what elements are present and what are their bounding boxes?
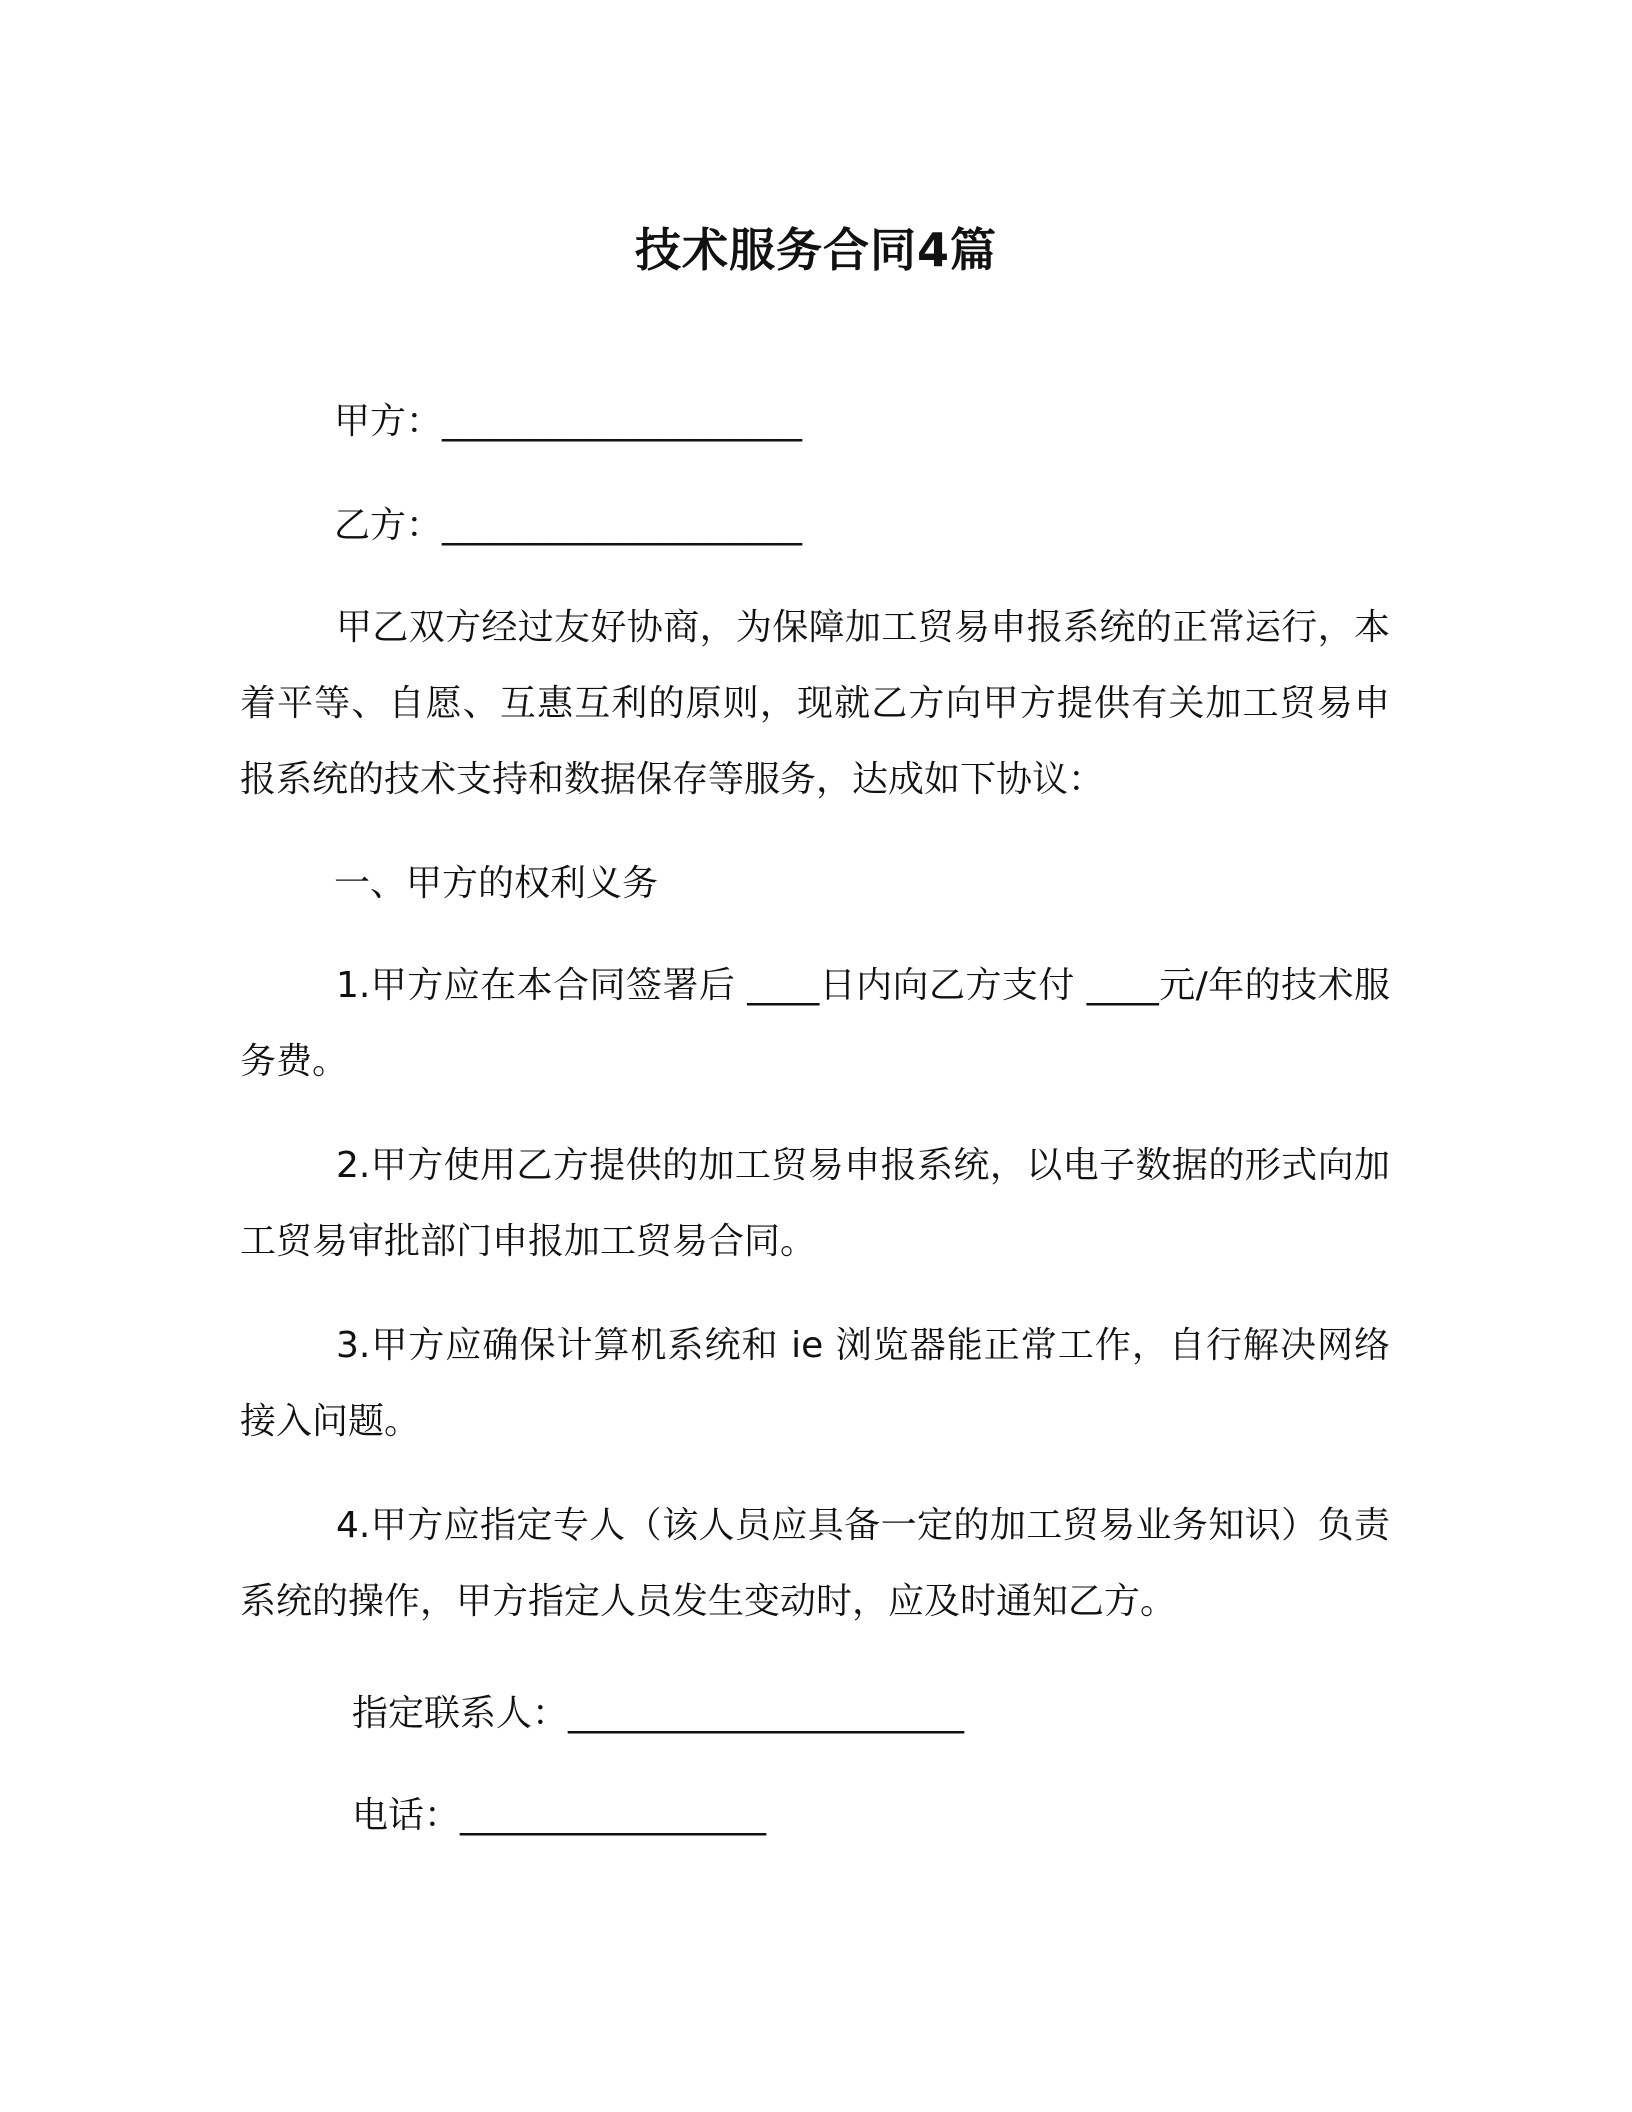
clause-4-paragraph: 4.甲方应指定专人（该人员应具备一定的加工贸易业务知识）负责系统的操作，甲方指定人员发生变动时，应及时通知乙方。 bbox=[240, 1505, 1390, 1622]
section-1-heading: 一、甲方的权利义务 bbox=[334, 863, 659, 904]
clause-3-paragraph: 3.甲方应确保计算机系统和 ie 浏览器能正常工作，自行解决网络接入问题。 bbox=[240, 1325, 1390, 1442]
intro-paragraph: 甲乙双方经过友好协商，为保障加工贸易申报系统的正常运行，本着平等、自愿、互惠互利的原则，现就乙方向甲方提供有关加工贸易申报系统的技术支持和数据保存等服务，达成如下协议： bbox=[240, 607, 1390, 800]
clause-2-paragraph: 2.甲方使用乙方提供的加工贸易申报系统，以电子数据的形式向加工贸易审批部门申报加工贸易合同。 bbox=[240, 1145, 1390, 1262]
document-title: 技术服务合同4篇 bbox=[634, 223, 997, 277]
clause-1-paragraph: 1.甲方应在本合同签署后 ____日内向乙方支付 ____元/年的技术服务费。 bbox=[240, 965, 1390, 1082]
contact-person-line: 指定联系人：______________________ bbox=[352, 1693, 965, 1734]
party-a-line: 甲方：____________________ bbox=[334, 401, 803, 442]
phone-line: 电话：_________________ bbox=[352, 1795, 767, 1836]
party-b-line: 乙方：____________________ bbox=[334, 505, 803, 546]
